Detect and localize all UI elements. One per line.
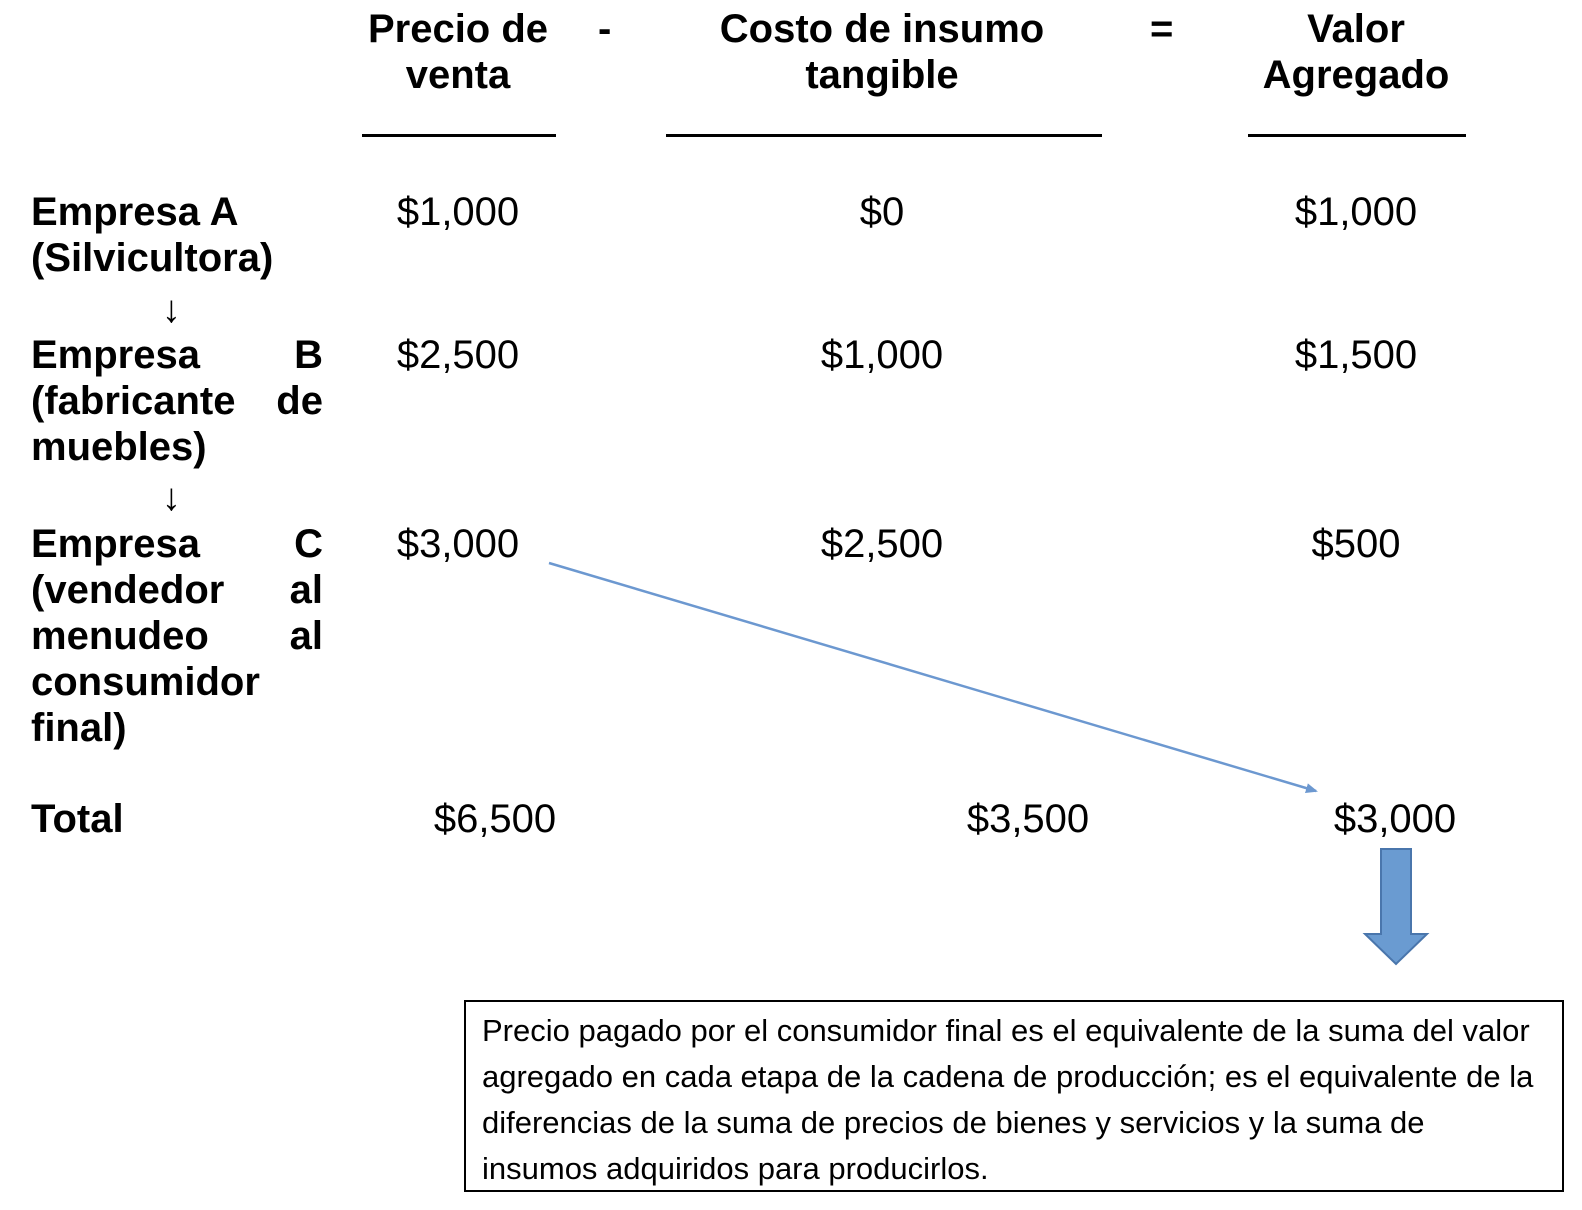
row-b-precio: $2,500 (396, 333, 520, 377)
flow-arrow-b-to-c: ↓ (162, 477, 181, 519)
row-c-precio: $3,000 (396, 522, 520, 566)
header-costo-line2: tangible (805, 53, 959, 97)
note-text: Precio pagado por el consumidor final es el equivalente de la suma del valor agregado en cada etapa de la cadena de producción; es el equivalente de la diferencias de la suma de precios de bienes y servicios y la suma de insumos adquiridos para producirlos. (482, 1013, 1534, 1186)
total-valor: $3,000 (1333, 797, 1457, 841)
flow-arrow-a-to-b: ↓ (162, 289, 181, 331)
row-c-costo: $2,500 (820, 522, 944, 566)
header-valor-line2: Agregado (1262, 53, 1450, 97)
header-valor-line1: Valor (1307, 7, 1405, 51)
row-a-precio: $1,000 (396, 190, 520, 234)
row-label-empresa-b: Empresa B (fabricante de muebles) (31, 333, 323, 469)
row-a-costo: $0 (859, 190, 905, 234)
total-label: Total (31, 797, 124, 841)
minus-operator: - (598, 7, 612, 51)
row-b-costo: $1,000 (820, 333, 944, 377)
diagonal-arrow (549, 563, 1316, 791)
row-label-empresa-c: Empresa C (vendedor al menudeo al consumidor final) (31, 522, 323, 750)
header-costo-line1: Costo de insumo (719, 7, 1045, 51)
total-precio: $6,500 (433, 797, 557, 841)
total-costo: $3,500 (966, 797, 1090, 841)
row-c-valor: $500 (1311, 522, 1401, 566)
row-a-valor: $1,000 (1294, 190, 1418, 234)
note-box (464, 1000, 1564, 1192)
block-down-arrow (1365, 849, 1427, 964)
header-precio-line2: venta (405, 53, 511, 97)
header-precio-line1: Precio de (367, 7, 549, 51)
row-b-valor: $1,500 (1294, 333, 1418, 377)
equals-operator: = (1150, 7, 1174, 51)
row-label-empresa-a: Empresa A (Silvicultora) (31, 190, 274, 280)
